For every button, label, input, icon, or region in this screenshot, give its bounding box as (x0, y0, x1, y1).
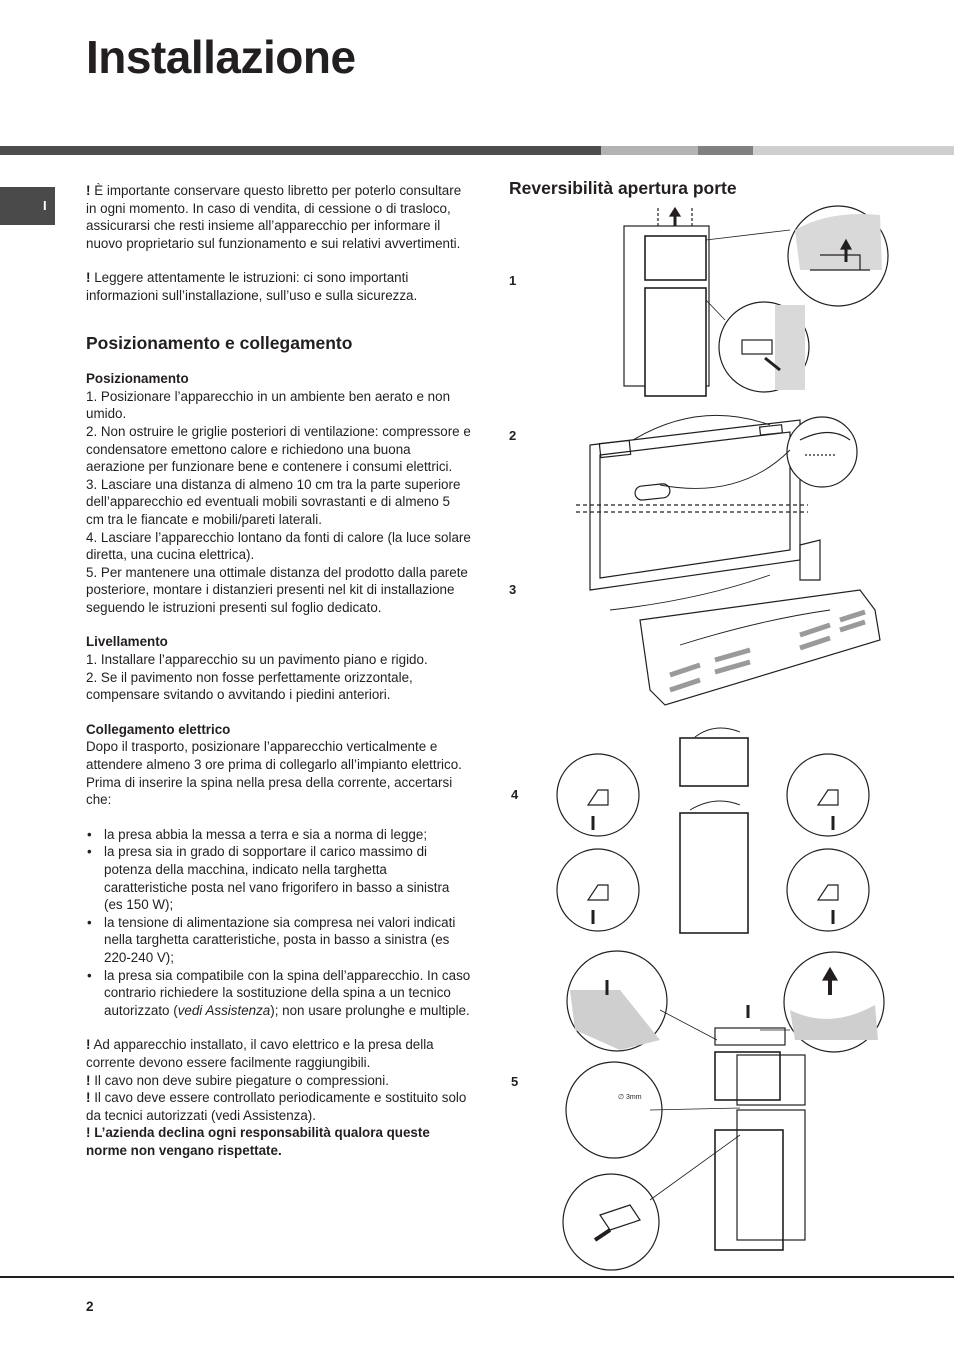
intro-paragraph-1 (86, 182, 471, 252)
electrical-heading: Collegamento elettrico (86, 721, 231, 737)
checklist-item: • la presa abbia la messa a terra e sia a norma di legge; (86, 826, 471, 844)
dimension-label: ∅ 3mm (618, 1094, 642, 1101)
door-reversal-illustration (550, 200, 954, 1275)
band-pale (753, 146, 954, 155)
door-reversal-title: Reversibilità apertura porte (509, 178, 737, 198)
electrical-checklist (86, 826, 471, 1020)
warning-mark: ! (86, 1125, 91, 1141)
language-tab (0, 187, 55, 225)
footer-rule (0, 1276, 954, 1278)
warning-text: Ad apparecchio installato, il cavo elettrico e la presa della corrente devono essere facilmente raggiungibili. (86, 1037, 434, 1070)
warning-mark: ! (86, 1037, 91, 1053)
step1-diagram (624, 206, 888, 396)
warning-text: Il cavo deve essere controllato periodicamente e sostituito solo da tecnici autorizzati (vedi Assistenza). (86, 1090, 467, 1123)
step-number: 2 (509, 428, 517, 443)
warning-final (86, 1124, 471, 1159)
positioning-item: 4. Lasciare l’apparecchio lontano da fonti di calore (la luce solare diretta, una cucina elettrica). (86, 529, 471, 563)
checklist-item-text: ); non usare prolunghe e multiple. (270, 1002, 470, 1018)
checklist-item: • la tensione di alimentazione sia compresa nei valori indicati nella targhetta caratteristiche, posta in basso a sinistra (es 220-240 V); (86, 914, 471, 967)
page-title: Installazione (86, 31, 356, 83)
electrical-intro: Dopo il trasporto, posizionare l’apparecchio verticalmente e attendere almeno 3 ore prima di collegarlo all’impianto elettrico. Prima di inserire la spina nella presa della corrente, accertarsi che: (86, 739, 462, 808)
warning-mark: ! (86, 1072, 91, 1088)
band-light (601, 146, 698, 155)
warning-paragraph (86, 1089, 471, 1124)
leveling-item: 2. Se il pavimento non fosse perfettamente orizzontale, compensare svitando o avvitando i piedini anteriori. (86, 669, 413, 703)
checklist-item-reference: vedi Assistenza (177, 1002, 271, 1018)
intro-text-1: È importante conservare questo libretto per poterlo consultare in ogni momento. In caso di vendita, di cessione o di trasloco, assicurarsi che resti insieme all’apparecchio per informare il nuovo proprietario sul funzionamento e sui relativi avvertimenti. (86, 183, 462, 251)
checklist-item (86, 967, 471, 1020)
intro-text-2: Leggere attentamente le istruzioni: ci sono importanti informazioni sull’installazione, sull’uso e sulla sicurezza. (86, 270, 418, 303)
page-number: 2 (86, 1299, 94, 1314)
warning-final-text: L’azienda declina ogni responsabilità qualora queste norme non vengano rispettate. (86, 1125, 430, 1158)
band-dark (0, 146, 601, 155)
band-mid (698, 146, 753, 155)
positioning-item: 5. Per mantenere una ottimale distanza del prodotto dalla parete posteriore, montare i distanzieri presenti nel kit di installazione seguendo le istruzioni presenti sul foglio dedicato. (86, 564, 468, 615)
section-title: Posizionamento e collegamento (86, 332, 353, 353)
checklist-item-text: la presa sia compatibile con la spina dell’apparecchio. In caso contrario richiedere la sostituzione della spina a un tecnico autorizzato ( (104, 967, 471, 1018)
step-number: 5 (511, 1074, 519, 1089)
positioning-item: 3. Lasciare una distanza di almeno 10 cm tra la parte superiore dell’apparecchio ed eventuali mobili sovrastanti e di almeno 5 cm tra le fiancate e mobili/pareti laterali. (86, 476, 461, 527)
positioning-heading: Posizionamento (86, 371, 189, 387)
warning-mark: ! (86, 1090, 91, 1106)
warning-mark: ! (86, 270, 91, 286)
left-column (86, 182, 471, 1160)
positioning-item: 2. Non ostruire le griglie posteriori di ventilazione: compressore e condensatore emettono calore e richiedono una buona aerazione per funzionare bene e contenere i consumi elettrici. (86, 423, 471, 475)
step4-diagram (557, 728, 869, 933)
checklist-item: • la presa sia in grado di sopportare il carico massimo di potenza della macchina, indicato nella targhetta caratteristiche posta nel vano frigorifero in basso a sinistra (es 150 W); (86, 843, 471, 913)
warning-mark: ! (86, 183, 91, 198)
step-number: 4 (511, 787, 519, 802)
step-number: 3 (509, 582, 517, 597)
intro-paragraph-2 (86, 269, 471, 304)
step2-3-diagram (576, 415, 880, 705)
warning-text: Il cavo non deve subire piegature o compressioni. (90, 1072, 389, 1088)
leveling-heading: Livellamento (86, 634, 168, 650)
positioning-item: 1. Posizionare l’apparecchio in un ambiente ben aerato e non umido. (86, 388, 451, 422)
step5-diagram (563, 951, 884, 1270)
language-tab-label: I (43, 198, 47, 213)
step-number: 1 (509, 273, 517, 288)
warning-paragraph (86, 1072, 471, 1090)
warning-paragraph (86, 1036, 471, 1071)
leveling-item: 1. Installare l’apparecchio su un pavimento piano e rigido. (86, 652, 428, 668)
